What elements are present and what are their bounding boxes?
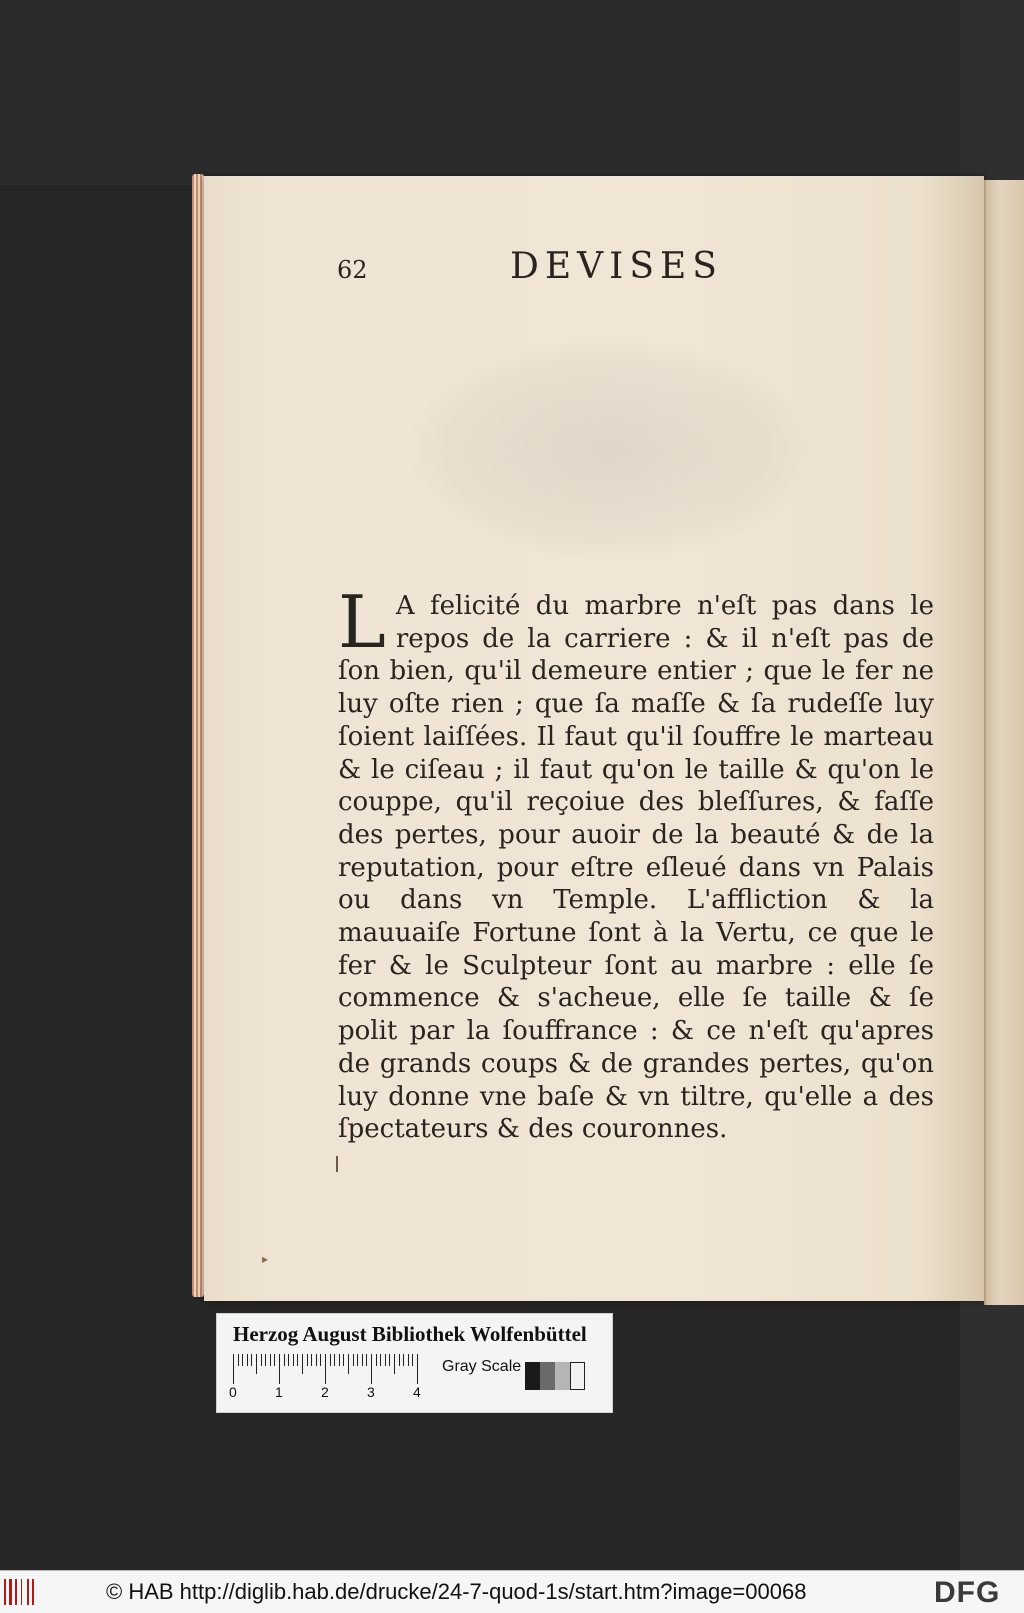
ruler-tick [302,1354,303,1374]
ruler-label-1: 1 [275,1384,283,1400]
ruler-tick [334,1354,335,1366]
body-paragraph [338,580,934,1146]
barcode-stripe [32,1579,34,1605]
barcode-stripe [27,1579,29,1605]
ruler-tick [385,1354,386,1366]
ruler-tick [251,1354,252,1366]
library-name: Herzog August Bibliothek Wolfenbüttel [233,1322,587,1346]
ruler-tick [357,1354,358,1366]
ruler-tick [362,1354,363,1366]
reference-color-card [216,1313,613,1413]
ruler-tick [270,1354,271,1366]
ruler-tick [339,1354,340,1366]
ruler-tick [399,1354,400,1366]
page-number: 62 [337,256,368,284]
running-header: DEVISES [510,246,723,287]
ruler-tick [316,1354,317,1366]
ink-mark [336,1156,338,1172]
ruler-label-4: 4 [413,1384,421,1400]
gray-swatch-4 [570,1362,585,1390]
ruler-tick [274,1354,275,1366]
ruler-tick [297,1354,298,1366]
ruler-tick [353,1354,354,1366]
hab-barcode-icon [4,1579,46,1605]
barcode-stripe [15,1579,17,1605]
drop-cap-letter: L [338,580,386,664]
ruler-tick [417,1354,418,1384]
ruler-tick [279,1354,280,1384]
book-page-edges [192,174,204,1297]
ruler-tick [403,1354,404,1366]
ruler-tick [371,1354,372,1384]
ruler-tick [288,1354,289,1366]
ruler-tick [256,1354,257,1374]
ruler-tick [284,1354,285,1366]
ruler-label-2: 2 [321,1384,329,1400]
ruler-label-3: 3 [367,1384,375,1400]
next-page-edge [984,180,1024,1305]
paragraph-text: A felicité du marbre n'eſt pas dans le repos de la carriere : & il n'eſt pas de ſon bien, qu'il demeure entier ; que le fer ne luy oſte rien ; que ſa maſſe & ſa rudeſſe luy ſoient laiſſées. Il faut qu'il ſouffre le marteau & le ciſeau ; il faut qu'on le taille & qu'on le couppe, qu'il reçoiue des bleſſures, & faſſe des pertes, pour auoir de la beauté & de la reputation, pour eſtre eſleué dans vn Palais ou dans vn Temple. L'affliction & la mauuaiſe Fortune ſont à la Vertu, ce que le fer & le Sculpteur ſont au marbre : elle ſe commence & s'acheue, elle ſe taille & ſe polit par la ſouffrance : & ce n'eſt qu'apres de grands coups & de grandes pertes, qu'on luy donne vne baſe & vn tiltre, qu'elle a des ſpectateurs & des couronnes. [338,591,934,1145]
ruler-tick [320,1354,321,1366]
ruler-tick [247,1354,248,1366]
footer-bar [0,1570,1024,1613]
barcode-stripe [21,1579,22,1605]
ruler-tick [311,1354,312,1366]
ruler-tick [376,1354,377,1366]
barcode-stripe [4,1579,6,1605]
ruler-tick [242,1354,243,1366]
gray-scale-label: Gray Scale [442,1358,522,1375]
ruler-tick [307,1354,308,1366]
footer-credit-link[interactable]: © HAB http://diglib.hab.de/drucke/24-7-quod-1s/start.htm?image=00068 [106,1579,807,1604]
gray-swatch-2 [540,1362,555,1390]
ink-speck: ▸ [262,1252,269,1266]
ruler-label-0: 0 [229,1384,237,1400]
background-top [0,0,1024,185]
ruler-tick [265,1354,266,1366]
book-spine-line [984,180,986,1305]
ruler-tick [325,1354,326,1384]
scale-ruler [233,1354,423,1384]
dfg-logo: DFG [934,1576,1001,1609]
ruler-tick [343,1354,344,1366]
show-through-emblem [410,340,810,560]
gray-swatch-3 [555,1362,570,1390]
ruler-tick [233,1354,234,1384]
ruler-tick [366,1354,367,1366]
ruler-tick [238,1354,239,1366]
ruler-tick [330,1354,331,1366]
ruler-tick [389,1354,390,1366]
ruler-tick [348,1354,349,1374]
ruler-tick [261,1354,262,1366]
ruler-tick [394,1354,395,1374]
ruler-tick [412,1354,413,1366]
gray-swatch-1 [525,1362,540,1390]
ruler-tick [293,1354,294,1366]
barcode-stripe [9,1579,12,1605]
ruler-tick [408,1354,409,1366]
ruler-tick [380,1354,381,1366]
